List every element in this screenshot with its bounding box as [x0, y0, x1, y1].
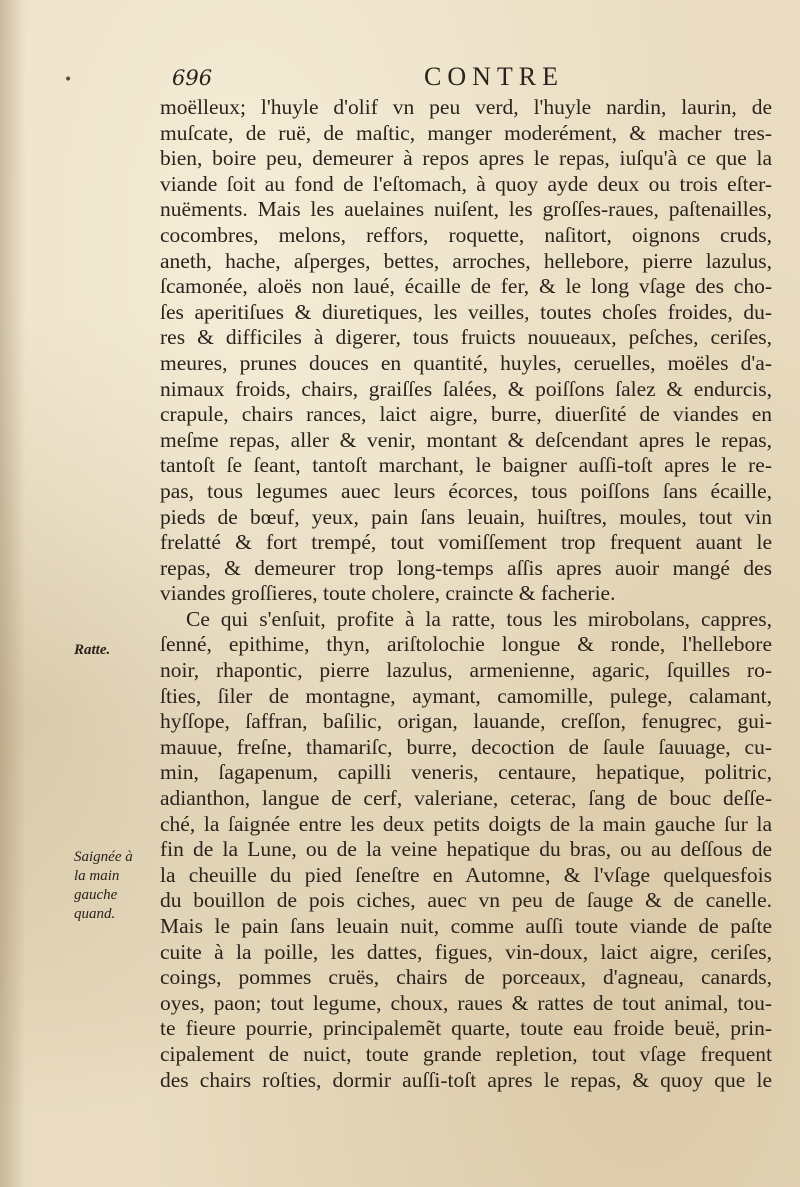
text-line: pieds de bœuf, yeux, pain ſans leuain, huiſtres, moules, tout vin	[160, 504, 772, 529]
text-line: repas, & demeurer trop long-temps aſſis apres auoir mangé des	[160, 555, 772, 580]
text-line: du bouillon de pois ciches, auec vn peu de ſauge & de canelle.	[160, 888, 772, 913]
text-line: hyſſope, ſaffran, baſilic, origan, lauande, creſſon, fenugrec, gui-	[160, 709, 772, 734]
text-line: noir, rhapontic, pierre lazulus, armenienne, agaric, ſquilles ro-	[160, 658, 772, 683]
marginal-note-line: la main	[74, 868, 120, 884]
text-line: des chairs roſties, dormir auſſi-toſt apres le repas, & quoy que le	[160, 1067, 772, 1092]
marginal-note-ratte: Ratte.	[74, 642, 111, 658]
text-line: ſcamonée, aloës non laué, écaille de fer, & le long vſage des cho-	[160, 274, 772, 299]
body-text	[160, 95, 772, 1093]
text-line: tantoſt ſe ſeant, tantoſt marchant, le baigner auſſi-toſt apres le re-	[160, 453, 772, 478]
marginal-note-line: quand.	[74, 906, 116, 922]
text-line: te fieure pourrie, principalemẽt quarte, toute eau froide beuë, prin-	[160, 1016, 772, 1041]
text-line: viandes groſſieres, toute cholere, craincte & facherie.	[160, 581, 616, 606]
text-line: Mais le pain ſans leuain nuit, comme auſſi toute viande de paſte	[160, 914, 772, 938]
page-number: 696	[172, 66, 213, 90]
text-line: ché, la ſaignée entre les deux petits doigts de la main gauche ſur la	[160, 811, 772, 836]
marginal-note-line: Saignée à	[74, 849, 133, 865]
text-line: Ce qui s'enſuit, profite à la ratte, tous les mirobolans, cappres,	[186, 606, 772, 631]
text-line: frelatté & fort trempé, tout vomiſſement trop frequent auant le	[160, 530, 772, 555]
text-line: coings, pommes cruës, chairs de porceaux, d'agneau, canards,	[160, 965, 772, 990]
text-line: oyes, paon; tout legume, choux, raues & rattes de tout animal, tou-	[160, 990, 772, 1015]
text-line: meures, prunes douces en quantité, huyles, ceruelles, moëles d'a-	[160, 350, 772, 375]
marginal-note-saignee	[74, 848, 154, 924]
text-line: adianthon, langue de cerf, valeriane, ceterac, ſang de bouc deſſe-	[160, 786, 772, 811]
text-line: min, ſagapenum, capilli veneris, centaure, hepatique, politric,	[160, 760, 772, 785]
text-line: nimaux froids, chairs, graiſſes ſalées, & poiſſons ſalez & endurcis,	[160, 376, 772, 401]
text-line: ſes aperitiſues & diuretiques, les veilles, toutes choſes froides, du-	[160, 299, 772, 324]
text-line: moëlleux; l'huyle d'olif vn peu verd, l'huyle nardin, laurin, de	[160, 95, 772, 119]
header-ornament: •	[64, 72, 73, 88]
text-line: crapule, chairs rances, laict aigre, burre, diuerſité de viandes en	[160, 402, 772, 427]
text-line: cocombres, melons, reffors, roquette, naſitort, oignons cruds,	[160, 222, 772, 247]
text-line: aneth, hache, aſperges, bettes, arroches, hellebore, pierre lazulus,	[160, 248, 772, 273]
text-line: cuite à la poille, les dattes, figues, vin-doux, laict aigre, ceriſes,	[160, 939, 772, 964]
text-line: nuëments. Mais les auelaines nuiſent, les groſſes-raues, paſtenailles,	[160, 197, 772, 222]
page-edge-shadow	[0, 0, 26, 1187]
text-line: ſenné, epithime, thyn, ariſtolochie longue & ronde, l'hellebore	[160, 632, 772, 657]
text-line: bien, boire peu, demeurer à repos apres le repas, iuſqu'à ce que la	[160, 146, 772, 171]
page-header	[64, 60, 772, 100]
text-line: res & difficiles à digerer, tous fruicts nouueaux, peſches, ceriſes,	[160, 325, 772, 350]
text-line: viande ſoit au fond de l'eſtomach, à quoy ayde deux ou trois eſter-	[160, 171, 772, 196]
running-head: CONTRE	[424, 62, 564, 91]
text-line: ſties, ſiler de montagne, aymant, camomille, pulege, calamant,	[160, 683, 772, 708]
marginal-note-line: gauche	[74, 887, 118, 903]
text-line: cipalement de nuict, toute grande repletion, tout vſage frequent	[160, 1041, 772, 1066]
text-line: meſme repas, aller & venir, montant & deſcendant apres le repas,	[160, 427, 772, 452]
text-line: mauue, freſne, thamariſc, burre, decoction de ſaule ſauuage, cu-	[160, 734, 772, 759]
text-line: pas, tous legumes auec leurs écorces, tous poiſſons ſans écaille,	[160, 478, 772, 503]
text-line: la cheuille du pied ſeneſtre en Automne, & l'vſage quelquesfois	[160, 862, 772, 887]
text-line: muſcate, de ruë, de maſtic, manger moderément, & macher tres-	[160, 120, 772, 145]
text-line: fin de la Lune, ou de la veine hepatique du bras, ou au deſſous de	[160, 837, 772, 862]
